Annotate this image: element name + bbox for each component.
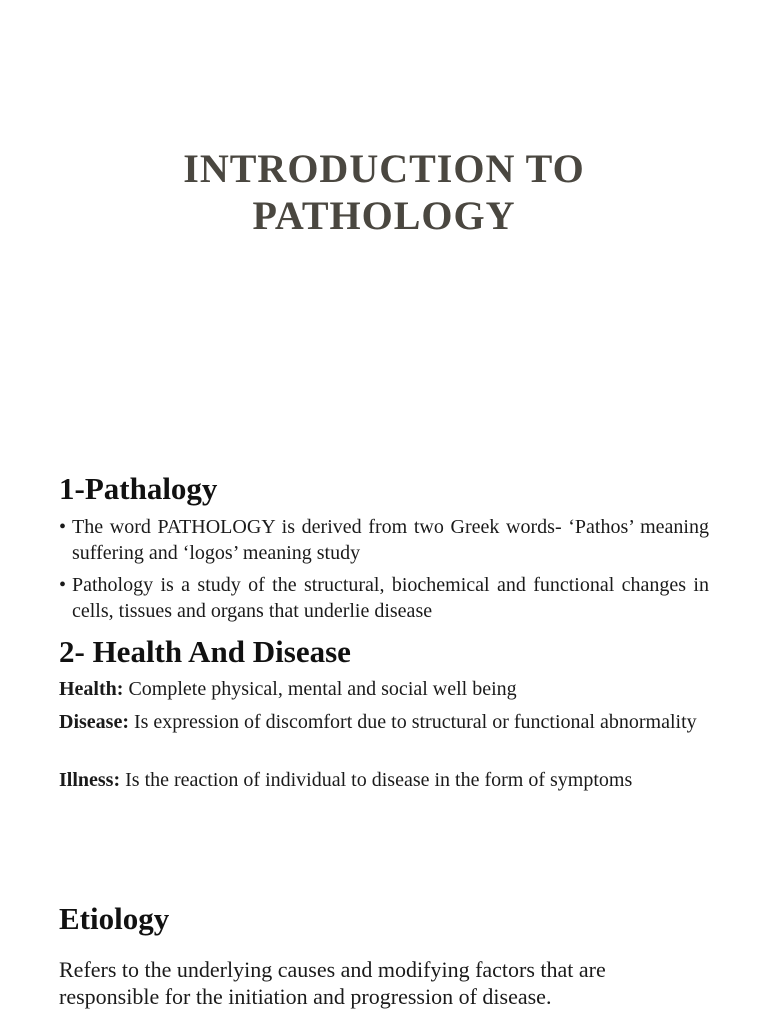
definition-text: Complete physical, mental and social well being (123, 678, 517, 700)
definition-text: Is the reaction of individual to disease in the form of symptoms (120, 769, 633, 791)
bullet-icon: • (59, 574, 67, 596)
etiology-slide (0, 860, 768, 1024)
title-slide (0, 0, 768, 450)
page-title (0, 145, 768, 239)
definition-text: Is expression of discomfort due to structural or functional abnormality (128, 711, 697, 733)
definition-disease (59, 710, 709, 736)
bullet-item (59, 573, 709, 624)
content-slide (0, 450, 768, 860)
section-heading-etiology: Etiology (59, 901, 170, 936)
title-line-2: PATHOLOGY (252, 193, 516, 238)
definition-term: Health: (59, 678, 124, 700)
definition-term: Illness: (59, 769, 121, 791)
title-line-1: INTRODUCTION TO (183, 146, 585, 191)
bullet-icon: • (59, 516, 67, 538)
definition-illness (59, 768, 709, 794)
bullet-text: Pathology is a study of the structural, biochemical and functional changes in cells, tissues and organs that underlie disease (72, 574, 709, 622)
definition-health (59, 677, 709, 703)
definition-term: Disease: (59, 711, 129, 733)
etiology-paragraph: Refers to the underlying causes and modifying factors that are responsible for the initiation and progression of disease. (59, 957, 606, 1009)
section-heading-pathology: 1-Pathalogy (59, 471, 218, 506)
bullet-text: The word PATHOLOGY is derived from two Greek words- ‘Pathos’ meaning suffering and ‘logos’ meaning study (72, 516, 709, 564)
bullet-item (59, 515, 709, 566)
section-heading-health-disease: 2- Health And Disease (59, 634, 351, 669)
